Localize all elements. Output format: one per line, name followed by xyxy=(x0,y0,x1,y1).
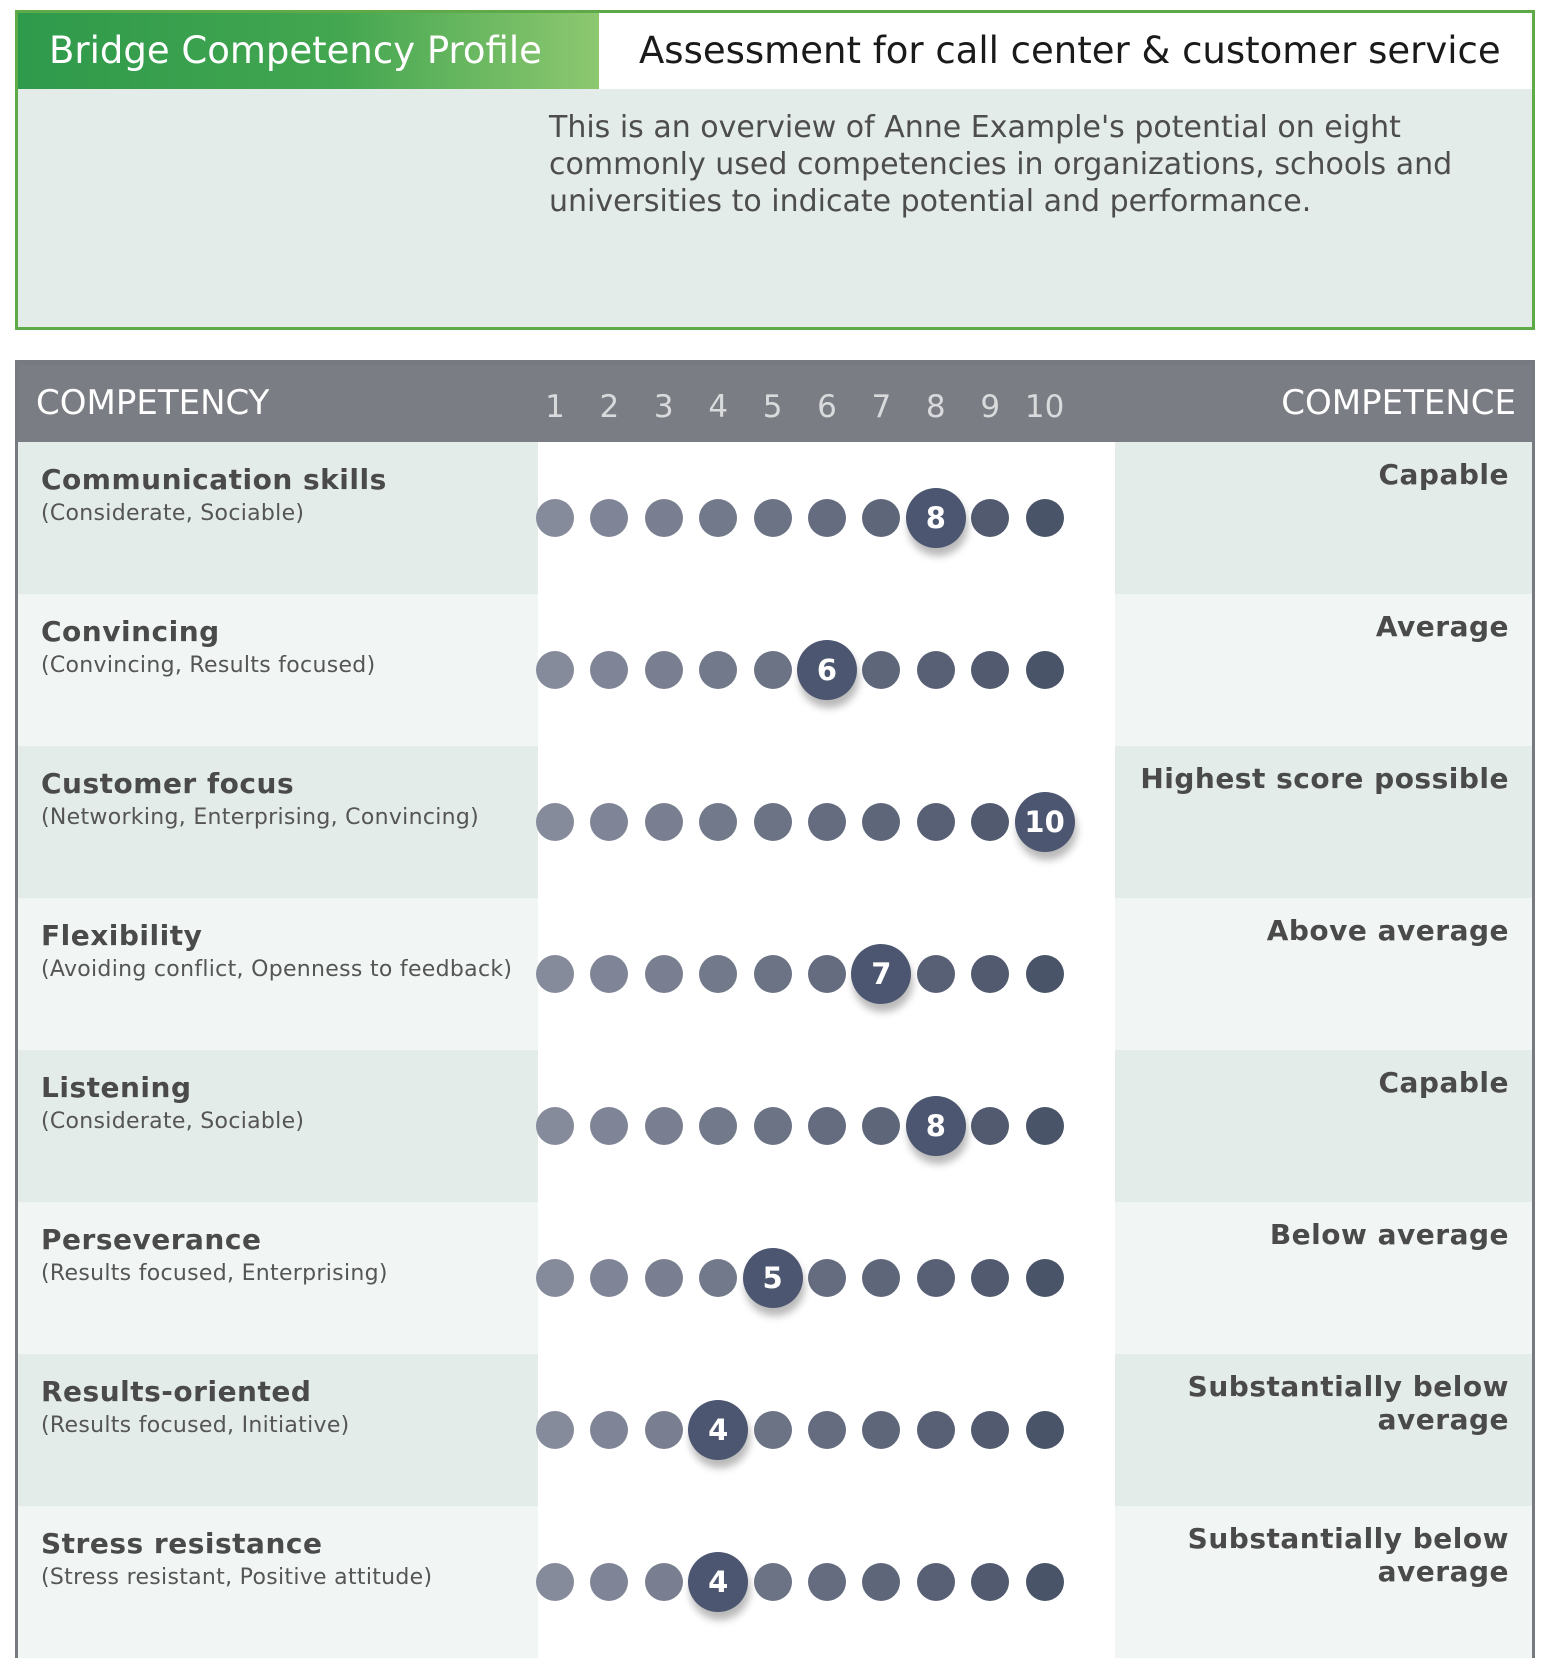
scale-dot xyxy=(917,1411,955,1449)
scale-number: 6 xyxy=(817,389,837,425)
score-dots xyxy=(538,1050,1115,1202)
score-marker: 4 xyxy=(688,1400,748,1460)
scale-dot xyxy=(536,1411,574,1449)
competency-row xyxy=(18,1354,1532,1506)
scale-dot xyxy=(862,499,900,537)
competence-level: Below average xyxy=(1269,1218,1509,1251)
competence-cell xyxy=(1115,746,1532,898)
score-scale xyxy=(538,594,1115,746)
scale-dot xyxy=(754,651,792,689)
competency-name: Perseverance xyxy=(41,1223,262,1256)
scale-dot xyxy=(971,1563,1009,1601)
competency-name: Listening xyxy=(41,1071,192,1104)
score-scale xyxy=(538,746,1115,898)
score-scale xyxy=(538,1506,1115,1658)
scale-dot xyxy=(590,1411,628,1449)
competency-traits: (Results focused, Enterprising) xyxy=(41,1261,388,1286)
scale-dot xyxy=(699,1107,737,1145)
scale-dot xyxy=(808,499,846,537)
scale-dot xyxy=(1026,955,1064,993)
competency-cell xyxy=(18,442,538,594)
score-dots xyxy=(538,1202,1115,1354)
score-marker: 6 xyxy=(797,640,857,700)
scale-dot xyxy=(1026,1563,1064,1601)
competency-traits: (Considerate, Sociable) xyxy=(41,501,305,526)
scale-dot xyxy=(862,1259,900,1297)
competence-cell xyxy=(1115,594,1532,746)
scale-dot xyxy=(536,1259,574,1297)
competency-row xyxy=(18,1202,1532,1354)
competence-cell xyxy=(1115,1202,1532,1354)
scale-dot xyxy=(754,1107,792,1145)
scale-dot xyxy=(754,1411,792,1449)
competency-rows xyxy=(18,442,1532,1655)
competency-name: Results-oriented xyxy=(41,1375,312,1408)
scale-dot xyxy=(754,955,792,993)
scale-number: 9 xyxy=(980,389,1001,425)
competency-row xyxy=(18,898,1532,1050)
scale-dot xyxy=(536,955,574,993)
competence-cell xyxy=(1115,1506,1532,1658)
competence-level: Capable xyxy=(1378,458,1509,491)
scale-dot xyxy=(536,803,574,841)
scale-dot xyxy=(917,1563,955,1601)
scale-dot xyxy=(808,1107,846,1145)
competency-cell xyxy=(18,594,538,746)
scale-dot xyxy=(754,1563,792,1601)
competency-cell xyxy=(18,898,538,1050)
scale-dot xyxy=(590,1563,628,1601)
scale-dot xyxy=(917,1259,955,1297)
score-marker: 8 xyxy=(906,488,966,548)
scale-dot xyxy=(645,803,683,841)
profile-description: This is an overview of Anne Example's potential on eight commonly used competencies in organizations, schools and universities to indicate potential and performance. xyxy=(549,110,1453,219)
scale-dot xyxy=(971,651,1009,689)
scale-dot xyxy=(808,1563,846,1601)
competence-level: Highest score possible xyxy=(1140,762,1509,795)
competence-cell xyxy=(1115,1354,1532,1506)
table-header xyxy=(18,365,1532,442)
competency-name: Stress resistance xyxy=(41,1527,323,1560)
scale-dot xyxy=(971,1411,1009,1449)
header-bar xyxy=(18,13,1532,89)
competency-cell xyxy=(18,1050,538,1202)
scale-dot xyxy=(971,1259,1009,1297)
competency-name: Flexibility xyxy=(41,919,203,952)
competency-row xyxy=(18,442,1532,594)
scale-dot xyxy=(536,651,574,689)
competence-cell xyxy=(1115,898,1532,1050)
scale-dot xyxy=(645,1259,683,1297)
score-marker: 8 xyxy=(906,1096,966,1156)
scale-dot xyxy=(1026,499,1064,537)
scale-dot xyxy=(1026,1411,1064,1449)
assessment-title: Assessment for call center & customer service xyxy=(599,13,1532,89)
scale-dot xyxy=(917,955,955,993)
scale-dot xyxy=(971,499,1009,537)
competency-name: Convincing xyxy=(41,615,220,648)
scale-dot xyxy=(808,1259,846,1297)
competence-level: Substantially below average xyxy=(1187,1522,1509,1588)
competency-row xyxy=(18,746,1532,898)
score-marker: 4 xyxy=(688,1552,748,1612)
scale-number: 7 xyxy=(871,389,892,425)
competency-cell xyxy=(18,1354,538,1506)
scale-dot xyxy=(590,1107,628,1145)
scale-dot xyxy=(754,803,792,841)
competency-cell xyxy=(18,1202,538,1354)
scale-dot xyxy=(917,651,955,689)
competency-traits: (Convincing, Results focused) xyxy=(41,653,376,678)
score-scale xyxy=(538,442,1115,594)
scale-dot xyxy=(808,803,846,841)
competency-row xyxy=(18,1050,1532,1202)
score-marker: 7 xyxy=(851,944,911,1004)
scale-dot xyxy=(862,803,900,841)
score-dots xyxy=(538,1506,1115,1658)
competence-cell xyxy=(1115,1050,1532,1202)
scale-dot xyxy=(862,1411,900,1449)
score-marker: 5 xyxy=(743,1248,803,1308)
competency-traits: (Avoiding conflict, Openness to feedback) xyxy=(41,957,513,982)
scale-dot xyxy=(1026,651,1064,689)
scale-dot xyxy=(699,803,737,841)
scale-dot xyxy=(699,651,737,689)
scale-dot xyxy=(862,1563,900,1601)
competency-name: Customer focus xyxy=(41,767,295,800)
scale-dot xyxy=(917,803,955,841)
scale-dot xyxy=(590,955,628,993)
column-header-competency: COMPETENCY xyxy=(36,383,270,423)
competence-level: Substantially below average xyxy=(1187,1370,1509,1436)
score-dots xyxy=(538,746,1115,898)
scale-dot xyxy=(754,499,792,537)
scale-dot xyxy=(590,803,628,841)
score-dots xyxy=(538,898,1115,1050)
scale-number: 5 xyxy=(762,389,783,425)
competence-level: Above average xyxy=(1266,914,1509,947)
competency-cell xyxy=(18,1506,538,1658)
brand-title: Bridge Competency Profile xyxy=(18,13,599,89)
scale-number: 8 xyxy=(925,389,946,425)
profile-header xyxy=(15,10,1535,330)
scale-dot xyxy=(808,955,846,993)
scale-dot xyxy=(862,1107,900,1145)
scale-dot xyxy=(699,1259,737,1297)
scale-number: 4 xyxy=(708,389,729,425)
competency-row xyxy=(18,1506,1532,1658)
score-scale xyxy=(538,898,1115,1050)
scale-dot xyxy=(590,1259,628,1297)
scale-dot xyxy=(699,499,737,537)
score-scale xyxy=(538,1050,1115,1202)
competency-cell xyxy=(18,746,538,898)
scale-dot xyxy=(536,499,574,537)
scale-dot xyxy=(699,955,737,993)
scale-dot xyxy=(645,955,683,993)
score-dots xyxy=(538,442,1115,594)
score-scale xyxy=(538,1202,1115,1354)
scale-dot xyxy=(808,1411,846,1449)
column-header-competence: COMPETENCE xyxy=(1281,383,1516,423)
competency-traits: (Stress resistant, Positive attitude) xyxy=(41,1565,433,1590)
scale-dot xyxy=(645,1411,683,1449)
scale-dot xyxy=(590,499,628,537)
scale-dot xyxy=(971,955,1009,993)
score-scale xyxy=(538,1354,1115,1506)
competency-traits: (Considerate, Sociable) xyxy=(41,1109,305,1134)
scale-dot xyxy=(536,1107,574,1145)
score-marker: 10 xyxy=(1015,792,1075,852)
scale-dot xyxy=(645,651,683,689)
competence-level: Average xyxy=(1375,610,1509,643)
scale-dot xyxy=(1026,1107,1064,1145)
score-dots xyxy=(538,1354,1115,1506)
competency-name: Communication skills xyxy=(41,463,387,496)
scale-dot xyxy=(645,1563,683,1601)
competency-traits: (Networking, Enterprising, Convincing) xyxy=(41,805,480,830)
scale-dot xyxy=(590,651,628,689)
competency-table xyxy=(15,360,1535,1658)
scale-dot xyxy=(645,1107,683,1145)
score-dots xyxy=(538,594,1115,746)
scale-number: 10 xyxy=(1024,389,1065,425)
scale-dot xyxy=(536,1563,574,1601)
competency-row xyxy=(18,594,1532,746)
scale-dot xyxy=(971,803,1009,841)
competency-traits: (Results focused, Initiative) xyxy=(41,1413,350,1438)
scale-dot xyxy=(1026,1259,1064,1297)
competence-cell xyxy=(1115,442,1532,594)
competence-level: Capable xyxy=(1378,1066,1509,1099)
scale-number: 2 xyxy=(599,389,620,425)
scale-dot xyxy=(862,651,900,689)
scale-dot xyxy=(645,499,683,537)
scale-number: 3 xyxy=(653,389,674,425)
scale-number: 1 xyxy=(545,389,565,425)
scale-dot xyxy=(971,1107,1009,1145)
